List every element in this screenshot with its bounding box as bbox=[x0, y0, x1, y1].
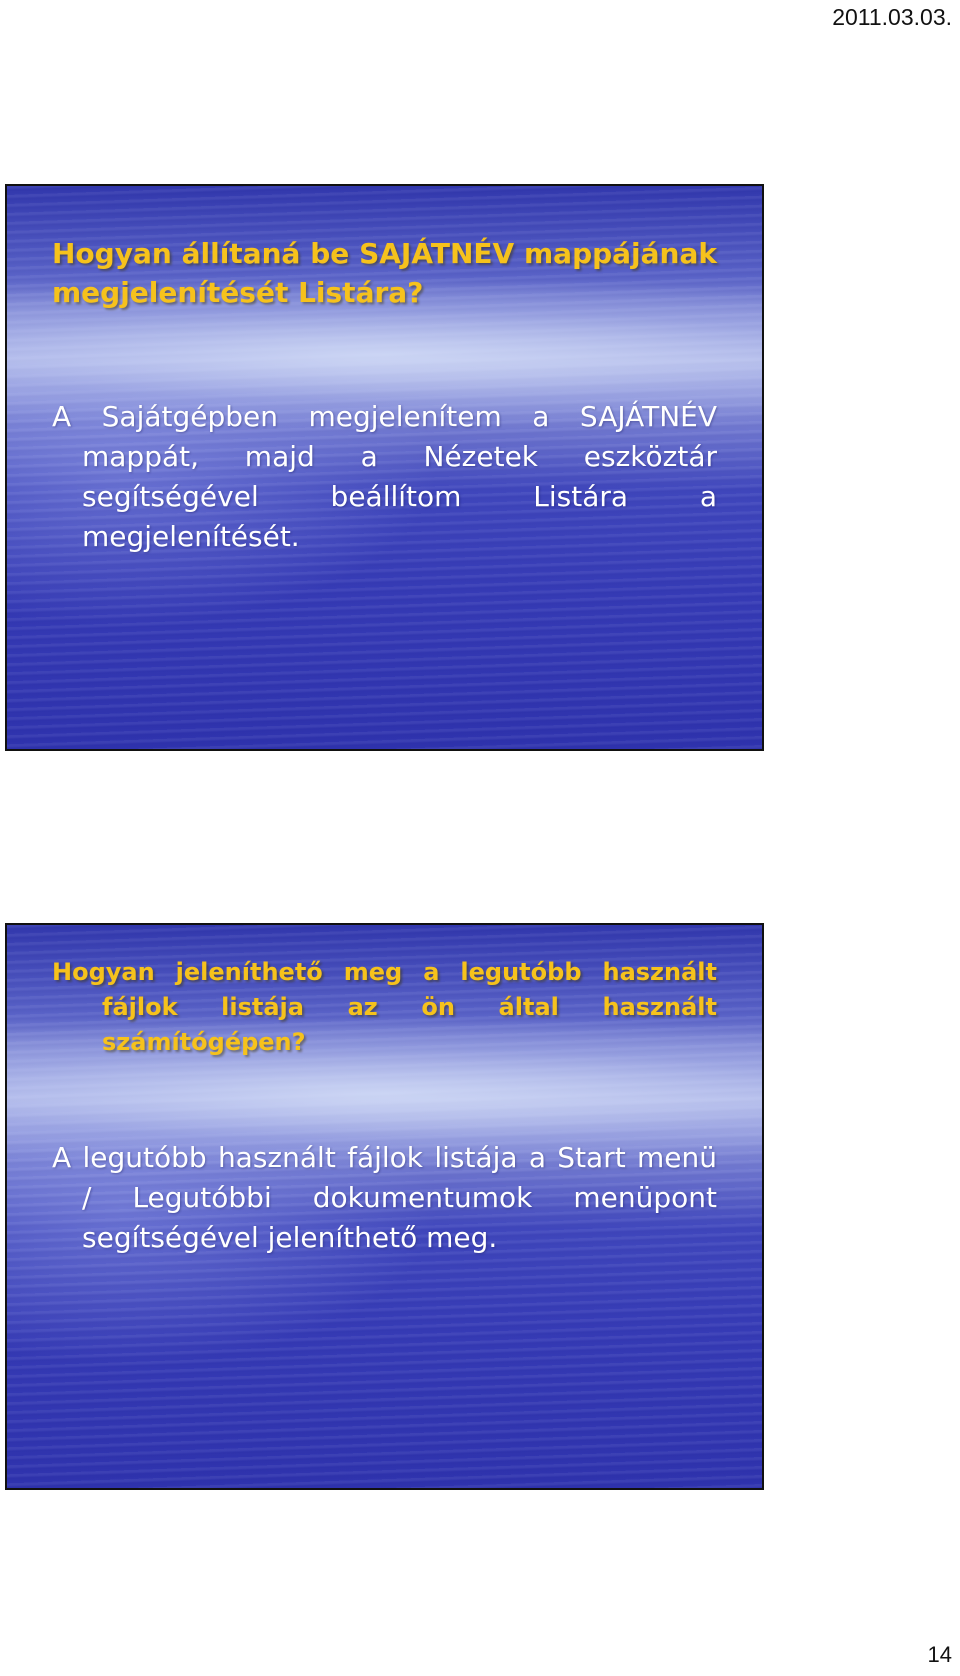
slide-1 bbox=[5, 184, 764, 751]
slide-2 bbox=[5, 923, 764, 1490]
print-date: 2011.03.03. bbox=[832, 4, 952, 30]
page-number: 14 bbox=[927, 1642, 952, 1667]
slide-1-title: Hogyan állítaná be SAJÁTNÉV mappájának megjelenítését Listára? bbox=[52, 237, 717, 309]
slide-1-body: A Sajátgépben megjelenítem a SAJÁTNÉV mappát, majd a Nézetek eszköztár segítségével beállítom Listára a megjelenítését. bbox=[52, 400, 717, 553]
slide-2-title: Hogyan jeleníthető meg a legutóbb használt fájlok listája az ön által használt számítógépen? bbox=[52, 958, 717, 1056]
slide-2-body: A legutóbb használt fájlok listája a Start menü / Legutóbbi dokumentumok menüpont segítségével jeleníthető meg. bbox=[52, 1141, 717, 1254]
